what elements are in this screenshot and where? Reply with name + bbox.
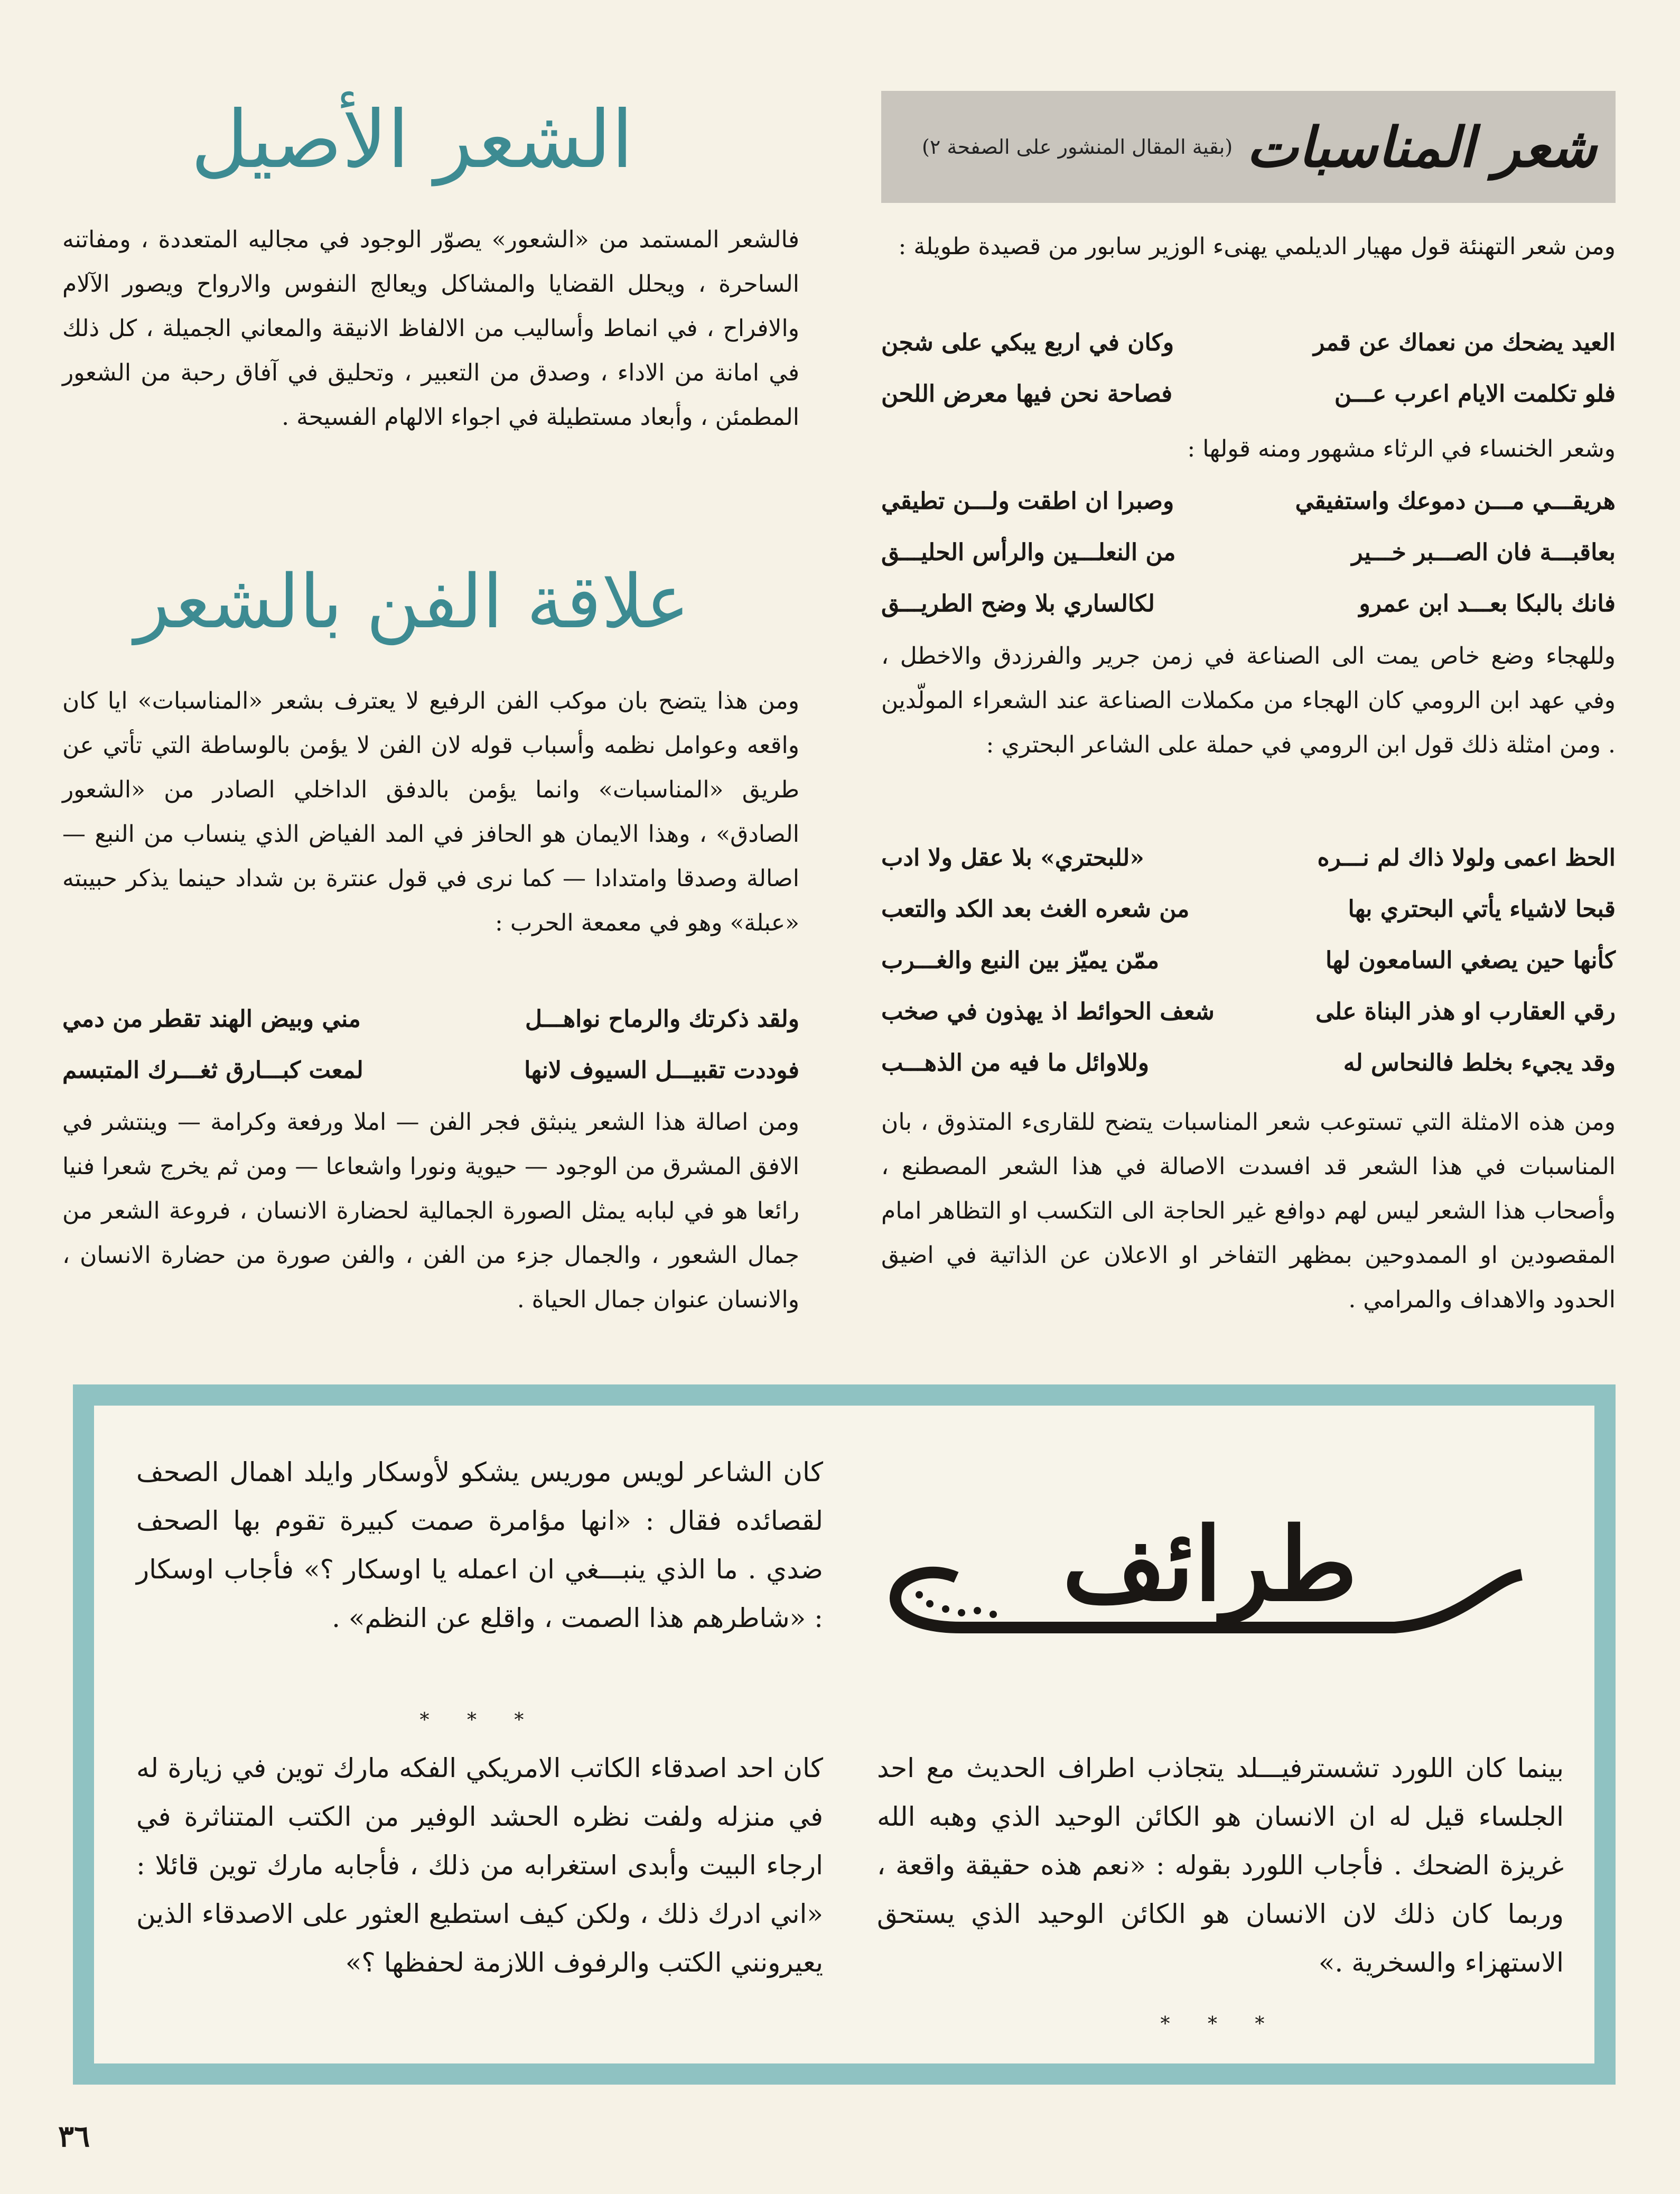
verse-first-hemistich: رقي العقارب او هذر البناة على	[1315, 998, 1616, 1025]
anecdote-separator: * * *	[1160, 2013, 1281, 2035]
verse-block-khansa	[881, 476, 1616, 629]
anecdote-wilde: كان الشاعر لويس موريس يشكو لأوسكار وايلد اهمال الصحف لقصائده فقال : «انها مؤامرة صمت كبيرة تقوم بها الصحف ضدي . ما الذي ينبـــغي ان اعمله يا اوسكار ؟» فأجاب اوسكار : «شاطرهم هذا الصمت ، واقلع عن النظم» .	[136, 1457, 823, 1633]
verse-first-hemistich: كأنها حين يصغي السامعون لها	[1325, 947, 1616, 974]
section-title-occasion-poetry: شعر المناسبات	[1246, 114, 1597, 180]
page-number: ٣٦	[58, 2119, 90, 2154]
verse-second-hemistich: شعف الحوائط اذ يهذون في صخب	[881, 998, 1215, 1025]
verse-line	[62, 1045, 799, 1096]
anecdote-twain: كان احد اصدقاء الكاتب الامريكي الفكه مارك توين في زيارة له في منزله ولفت نظره الحشد الوفير من الكتب المتناثرة في ارجاء البيت وأبدى استغرابه من ذلك ، فأجابه مارك توين قائلا : «اني ادرك ذلك ، ولكن كيف استطيع العثور على الاصدقاء الذين يعيرونني الكتب والرفوف اللازمة لحفظها ؟»	[136, 1753, 823, 1978]
verse-first-hemistich: بعاقبـــة فان الصـــبر خـــير	[1351, 539, 1616, 566]
verse-first-hemistich: فلو تكلمت الايام اعرب عـــن	[1334, 380, 1616, 407]
right-intro-3: وللهجاء وضع خاص يمت الى الصناعة في زمن جرير والفرزدق والاخطل ، وفي عهد ابن الرومي كان الهجاء من مكملات الصناعة عند الشعراء المولّدين . ومن امثلة ذلك قول ابن الرومي في حملة على الشاعر البحتري :	[881, 643, 1616, 758]
verse-second-hemistich: وكان في اربع يبكي على شجن	[881, 329, 1174, 356]
verse-second-hemistich: لمعت كبـــارق ثغـــرك المتبسم	[62, 1057, 363, 1084]
right-column-header	[881, 91, 1616, 203]
verse-line	[881, 832, 1616, 884]
verse-line	[881, 1037, 1616, 1089]
anecdote-separator: * * *	[419, 1709, 540, 1731]
verse-line	[881, 527, 1616, 578]
left-paragraph-3: ومن اصالة هذا الشعر ينبثق فجر الفن — املا ورفعة وكرامة — وينتشر في الافق المشرق من الوجود — حيوية ونورا واشعاعا — ومن ثم يخرج شعرا فنيا رائعا هو في لبابه يمثل الصورة الجمالية لحضارة الانسان ، فروعة الشعر من جمال الشعور ، والجمال جزء من الفن ، والفن صورة من حضارة الانسان ، والانسان عنوان جمال الحياة .	[62, 1109, 799, 1313]
verse-line	[881, 986, 1616, 1037]
continuation-note: (بقية المقال المنشور على الصفحة ٢)	[921, 135, 1233, 159]
verse-first-hemistich: هريقـــي مـــن دموعك واستفيقي	[1295, 488, 1616, 515]
verse-first-hemistich: فانك بالبكا بعـــد ابن عمرو	[1359, 590, 1616, 617]
verse-block-ibn-rumi	[881, 832, 1616, 1089]
verse-second-hemistich: ممّن يميّز بين النبع والغـــرب	[881, 947, 1160, 974]
verse-line	[881, 884, 1616, 935]
verse-first-hemistich: وقد يجيء بخلط فالنحاس له	[1343, 1049, 1616, 1076]
verse-block-mihyar	[881, 317, 1616, 420]
verse-first-hemistich: قبحا لاشياء يأتي البحتري بها	[1348, 896, 1616, 923]
verse-second-hemistich: من شعره الغث بعد الكد والتعب	[881, 896, 1190, 923]
verse-first-hemistich: الحظ اعمى ولولا ذاك لم نـــره	[1317, 844, 1616, 871]
verse-line	[62, 993, 799, 1045]
left-paragraph-2: ومن هذا يتضح بان موكب الفن الرفيع لا يعترف بشعر «المناسبات» ايا كان واقعه وعوامل نظمه وأسباب قوله لان الفن لا يؤمن بالوساطة التي تأتي عن طريق «المناسبات» وانما يؤمن بالدفق الداخلي الصادر من «الشعور الصادق» ، وهذا الايمان هو الحافز في المد الفياض الذي ينساب من النبع — اصالة وصدقا وامتدادا — كما نرى في قول عنترة بن شداد حينما يذكر حبيبته «عبلة» وهو في معمعة الحرب :	[62, 687, 799, 936]
verse-line	[881, 578, 1616, 629]
verse-first-hemistich: فوددت تقبيـــل السيوف لانها	[524, 1057, 799, 1084]
verse-line	[881, 317, 1616, 368]
anecdotes-title-text: طرائف	[1062, 1505, 1358, 1623]
anecdote-chesterfield: بينما كان اللورد تشسترفيـــلد يتجاذب اطراف الحديث مع احد الجلساء قيل له ان الانسان هو الكائن الوحيد الذي وهبه الله غريزة الضحك . فأجاب اللورد بقوله : «نعم هذه حقيقة واقعة ، وربما كان ذلك لان الانسان هو الكائن الوحيد الذي يستحق الاستهزاء والسخرية .»	[877, 1753, 1564, 1978]
anecdotes-title	[866, 1501, 1553, 1659]
verse-second-hemistich: وصبرا ان اطقت ولـــن تطيقي	[881, 488, 1174, 515]
verse-first-hemistich: العيد يضحك من نعماك عن قمر	[1313, 329, 1616, 356]
verse-block-antara	[62, 993, 799, 1096]
section-title-authentic-poetry: الشعر الأصيل	[191, 94, 633, 186]
verse-line	[881, 935, 1616, 986]
verse-second-hemistich: وللاوائل ما فيه من الذهـــب	[881, 1049, 1149, 1076]
left-paragraph-1: فالشعر المستمد من «الشعور» يصوّر الوجود في مجاليه المتعددة ، ومفاتنه الساحرة ، ويحلل القضايا والمشاكل ويعالج النفوس والارواح ويصور الآلام والافراح ، في انماط وأساليب من الالفاظ الانيقة والمعاني الجميلة ، كل ذلك في امانة من الاداء ، وصدق من التعبير ، وتحليق في آفاق رحبة من الشعور المطمئن ، وأبعاد مستطيلة في اجواء الالهام الفسيحة .	[62, 226, 799, 431]
verse-second-hemistich: مني وبيض الهند تقطر من دمي	[62, 1006, 361, 1033]
verse-second-hemistich: فصاحة نحن فيها معرض اللحن	[881, 380, 1173, 407]
right-closing-paragraph: ومن هذه الامثلة التي تستوعب شعر المناسبات يتضح للقارىء المتذوق ، بان المناسبات في هذا الشعر قد افسدت الاصالة في هذا الشعر المصطنع ، وأصحاب هذا الشعر ليس لهم دوافع غير الحاجة الى التكسب او التظاهر امام المقصودين او الممدوحين بمظهر التفاخر او الاعلان عن الذاتية في اضيق الحدود والاهداف والمرامي .	[881, 1109, 1616, 1313]
verse-line	[881, 368, 1616, 420]
verse-second-hemistich: لكالساري بلا وضح الطريـــق	[881, 590, 1155, 617]
right-intro-1: ومن شعر التهنئة قول مهيار الديلمي يهنىء الوزير سابور من قصيدة طويلة :	[898, 233, 1616, 260]
verse-second-hemistich: من النعلـــين والرأس الحليـــق	[881, 539, 1176, 566]
verse-first-hemistich: ولقد ذكرتك والرماح نواهـــل	[525, 1006, 799, 1033]
verse-second-hemistich: «للبحتري» بلا عقل ولا ادب	[881, 844, 1144, 871]
verse-line	[881, 476, 1616, 527]
section-title-art-and-poetry: علاقة الفن بالشعر	[134, 559, 690, 645]
right-intro-2: وشعر الخنساء في الرثاء مشهور ومنه قولها :	[1187, 435, 1616, 462]
